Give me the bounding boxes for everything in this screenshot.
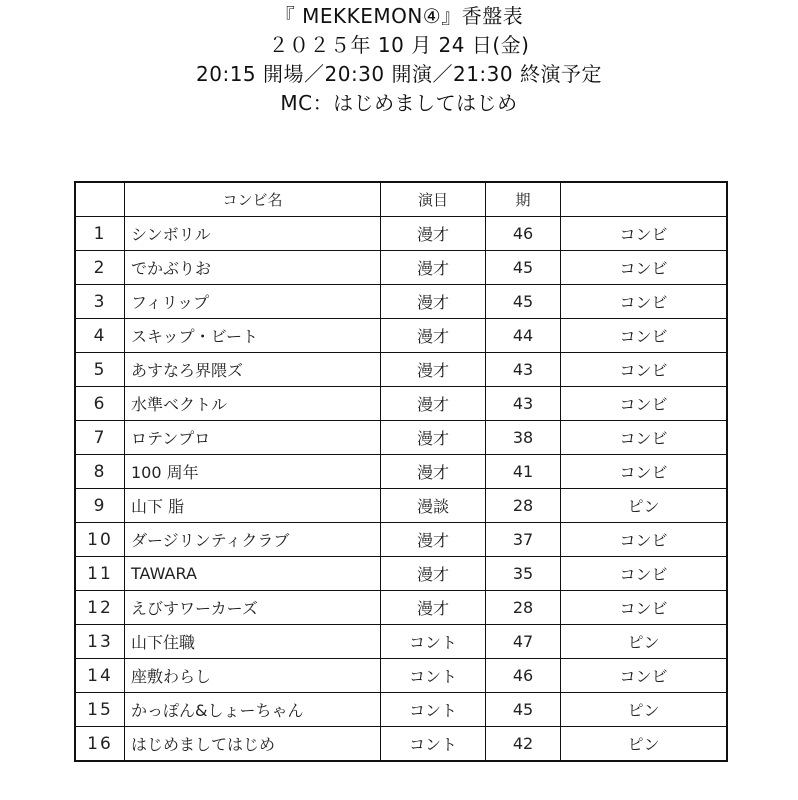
row-number-cell: 9 (75, 489, 125, 523)
unit-type-cell: コンビ (561, 421, 728, 455)
act-name-cell: 座敷わらし (125, 659, 381, 693)
event-title: 『 MEKKEMON④』香盤表 (274, 4, 524, 28)
act-name-cell: ロテンプロ (125, 421, 381, 455)
table-body (75, 217, 727, 762)
table-row (75, 523, 727, 557)
event-schedule: 20:15 開場／20:30 開演／21:30 終演予定 (196, 62, 602, 86)
act-type-cell: 漫才 (381, 557, 486, 591)
table-row (75, 251, 727, 285)
row-number-cell: 12 (75, 591, 125, 625)
generation-cell: 43 (486, 387, 561, 421)
table-row (75, 693, 727, 727)
act-name-cell: かっぽん&しょーちゃん (125, 693, 381, 727)
generation-cell: 45 (486, 693, 561, 727)
table-row (75, 421, 727, 455)
act-type-cell: 漫才 (381, 523, 486, 557)
event-mc: MC：はじめましてはじめ (280, 91, 518, 115)
unit-type-cell: コンビ (561, 591, 728, 625)
generation-cell: 46 (486, 659, 561, 693)
row-number-cell: 8 (75, 455, 125, 489)
generation-cell: 43 (486, 353, 561, 387)
unit-type-cell: ピン (561, 489, 728, 523)
column-header-act: 演目 (381, 182, 486, 217)
act-name-cell: フィリップ (125, 285, 381, 319)
table-row (75, 285, 727, 319)
act-type-cell: 漫才 (381, 285, 486, 319)
row-number-cell: 14 (75, 659, 125, 693)
row-number-cell: 3 (75, 285, 125, 319)
generation-cell: 45 (486, 285, 561, 319)
table-row (75, 659, 727, 693)
event-date: ２０２５年 10 月 24 日(金) (268, 33, 530, 57)
row-number-cell: 6 (75, 387, 125, 421)
act-type-cell: コント (381, 659, 486, 693)
column-header-generation: 期 (486, 182, 561, 217)
generation-cell: 45 (486, 251, 561, 285)
unit-type-cell: コンビ (561, 353, 728, 387)
row-number-cell: 5 (75, 353, 125, 387)
table-row (75, 455, 727, 489)
act-type-cell: 漫談 (381, 489, 486, 523)
unit-type-cell: コンビ (561, 251, 728, 285)
act-type-cell: コント (381, 693, 486, 727)
unit-type-cell: コンビ (561, 217, 728, 251)
act-type-cell: 漫才 (381, 591, 486, 625)
act-name-cell: えびすワーカーズ (125, 591, 381, 625)
act-type-cell: 漫才 (381, 251, 486, 285)
act-name-cell: 山下 脂 (125, 489, 381, 523)
act-type-cell: 漫才 (381, 217, 486, 251)
table-row (75, 319, 727, 353)
generation-cell: 44 (486, 319, 561, 353)
unit-type-cell: コンビ (561, 387, 728, 421)
unit-type-cell: コンビ (561, 523, 728, 557)
column-header-type (561, 182, 728, 217)
row-number-cell: 2 (75, 251, 125, 285)
row-number-cell: 7 (75, 421, 125, 455)
unit-type-cell: コンビ (561, 659, 728, 693)
column-header-name: コンビ名 (125, 182, 381, 217)
act-type-cell: 漫才 (381, 319, 486, 353)
act-name-cell: 100 周年 (125, 455, 381, 489)
unit-type-cell: コンビ (561, 455, 728, 489)
unit-type-cell: ピン (561, 693, 728, 727)
act-name-cell: スキップ・ビート (125, 319, 381, 353)
row-number-cell: 1 (75, 217, 125, 251)
act-name-cell: シンボリル (125, 217, 381, 251)
unit-type-cell: コンビ (561, 285, 728, 319)
row-number-cell: 11 (75, 557, 125, 591)
unit-type-cell: コンビ (561, 557, 728, 591)
row-number-cell: 15 (75, 693, 125, 727)
table-row (75, 489, 727, 523)
document-header (0, 0, 798, 118)
row-number-cell: 4 (75, 319, 125, 353)
act-type-cell: コント (381, 625, 486, 659)
column-header-number (75, 182, 125, 217)
act-name-cell: あすなろ界隈ズ (125, 353, 381, 387)
act-name-cell: はじめましてはじめ (125, 727, 381, 762)
generation-cell: 41 (486, 455, 561, 489)
table-row (75, 353, 727, 387)
generation-cell: 38 (486, 421, 561, 455)
act-type-cell: 漫才 (381, 455, 486, 489)
row-number-cell: 13 (75, 625, 125, 659)
unit-type-cell: ピン (561, 727, 728, 762)
generation-cell: 35 (486, 557, 561, 591)
unit-type-cell: コンビ (561, 319, 728, 353)
act-name-cell: 水準ベクトル (125, 387, 381, 421)
act-name-cell: でかぶりお (125, 251, 381, 285)
table-row (75, 625, 727, 659)
act-type-cell: コント (381, 727, 486, 762)
generation-cell: 37 (486, 523, 561, 557)
generation-cell: 42 (486, 727, 561, 762)
generation-cell: 47 (486, 625, 561, 659)
table-row (75, 727, 727, 762)
generation-cell: 28 (486, 489, 561, 523)
unit-type-cell: ピン (561, 625, 728, 659)
act-name-cell: TAWARA (125, 557, 381, 591)
act-type-cell: 漫才 (381, 421, 486, 455)
act-type-cell: 漫才 (381, 387, 486, 421)
table-header-row (75, 182, 727, 217)
row-number-cell: 16 (75, 727, 125, 762)
lineup-table (74, 181, 728, 762)
table-row (75, 387, 727, 421)
act-type-cell: 漫才 (381, 353, 486, 387)
act-name-cell: ダージリンティクラブ (125, 523, 381, 557)
generation-cell: 46 (486, 217, 561, 251)
generation-cell: 28 (486, 591, 561, 625)
table-row (75, 591, 727, 625)
row-number-cell: 10 (75, 523, 125, 557)
act-name-cell: 山下住職 (125, 625, 381, 659)
table-row (75, 557, 727, 591)
table-row (75, 217, 727, 251)
